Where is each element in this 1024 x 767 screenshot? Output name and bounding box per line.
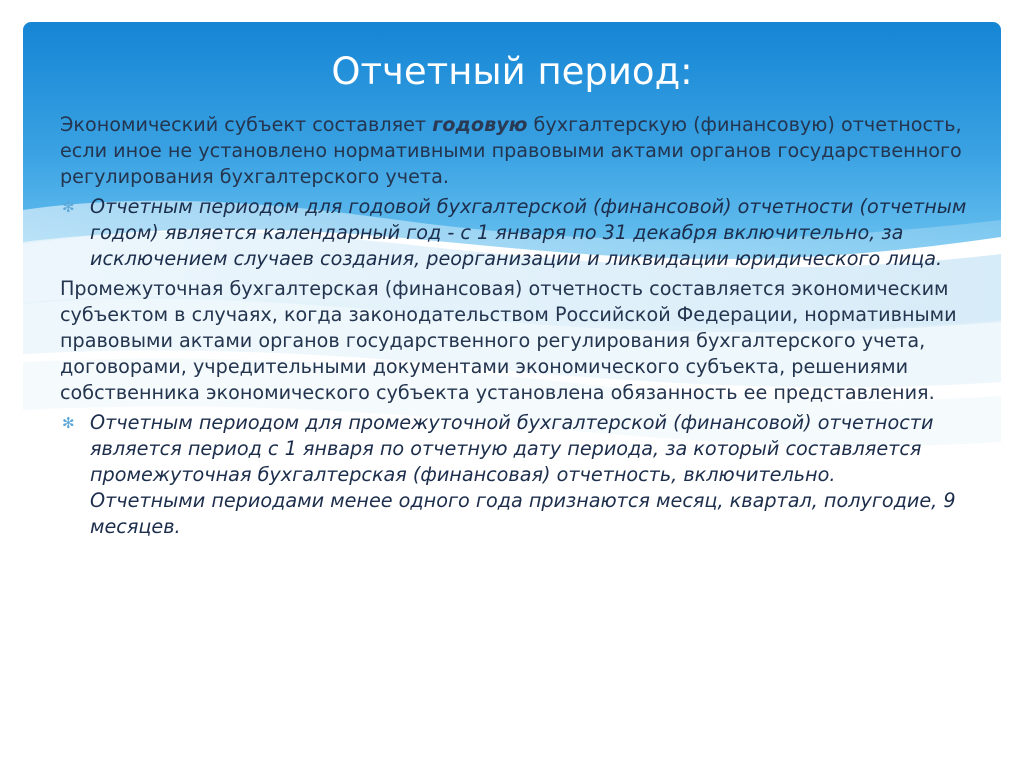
slide-title: Отчетный период: bbox=[331, 50, 693, 93]
bullet-annual-period bbox=[60, 194, 970, 272]
annual-emphasis: годовую bbox=[432, 113, 528, 136]
bullet-interim-period bbox=[60, 410, 970, 540]
asterisk-bullet-icon: ✻ bbox=[62, 414, 75, 432]
bullet-annual-period-text: Отчетным периодом для годовой бухгалтерской (финансовой) отчетности (отчетным годом) является календарный год - с 1 января по 31 декабря включительно, за исключением случаев создания, реорганизации и ликвидации юридического лица. bbox=[90, 195, 967, 270]
paragraph-annual-reporting-before: Экономический субъект составляет bbox=[60, 113, 433, 136]
slide bbox=[23, 22, 1001, 762]
paragraph-annual-reporting-after: бухгалтерскую (финансовую) отчетность, если иное не установлено нормативными правовыми актами органов государственного регулирования бухгалтерского учета. bbox=[60, 113, 962, 188]
asterisk-bullet-icon: ✻ bbox=[62, 198, 75, 216]
paragraph-interim-reporting: Промежуточная бухгалтерская (финансовая) отчетность составляется экономическим субъектом в случаях, когда законодательством Российской Федерации, нормативными правовыми актами органов государственного регулирования бухгалтерского учета, договорами, учредительными документами экономического субъекта, решениями собственника экономического субъекта установлена обязанность ее представления. bbox=[60, 277, 957, 404]
bullet-interim-periods-list: Отчетными периодами менее одного года признаются месяц, квартал, полугодие, 9 месяцев. bbox=[90, 489, 956, 538]
slide-content bbox=[60, 112, 970, 544]
bullet-interim-period-text: Отчетным периодом для промежуточной бухгалтерской (финансовой) отчетности является период с 1 января по отчетную дату периода, за который составляется промежуточная бухгалтерская (финансовая) отчетность, включительно. bbox=[90, 411, 934, 486]
paragraph-annual-reporting bbox=[60, 112, 970, 190]
